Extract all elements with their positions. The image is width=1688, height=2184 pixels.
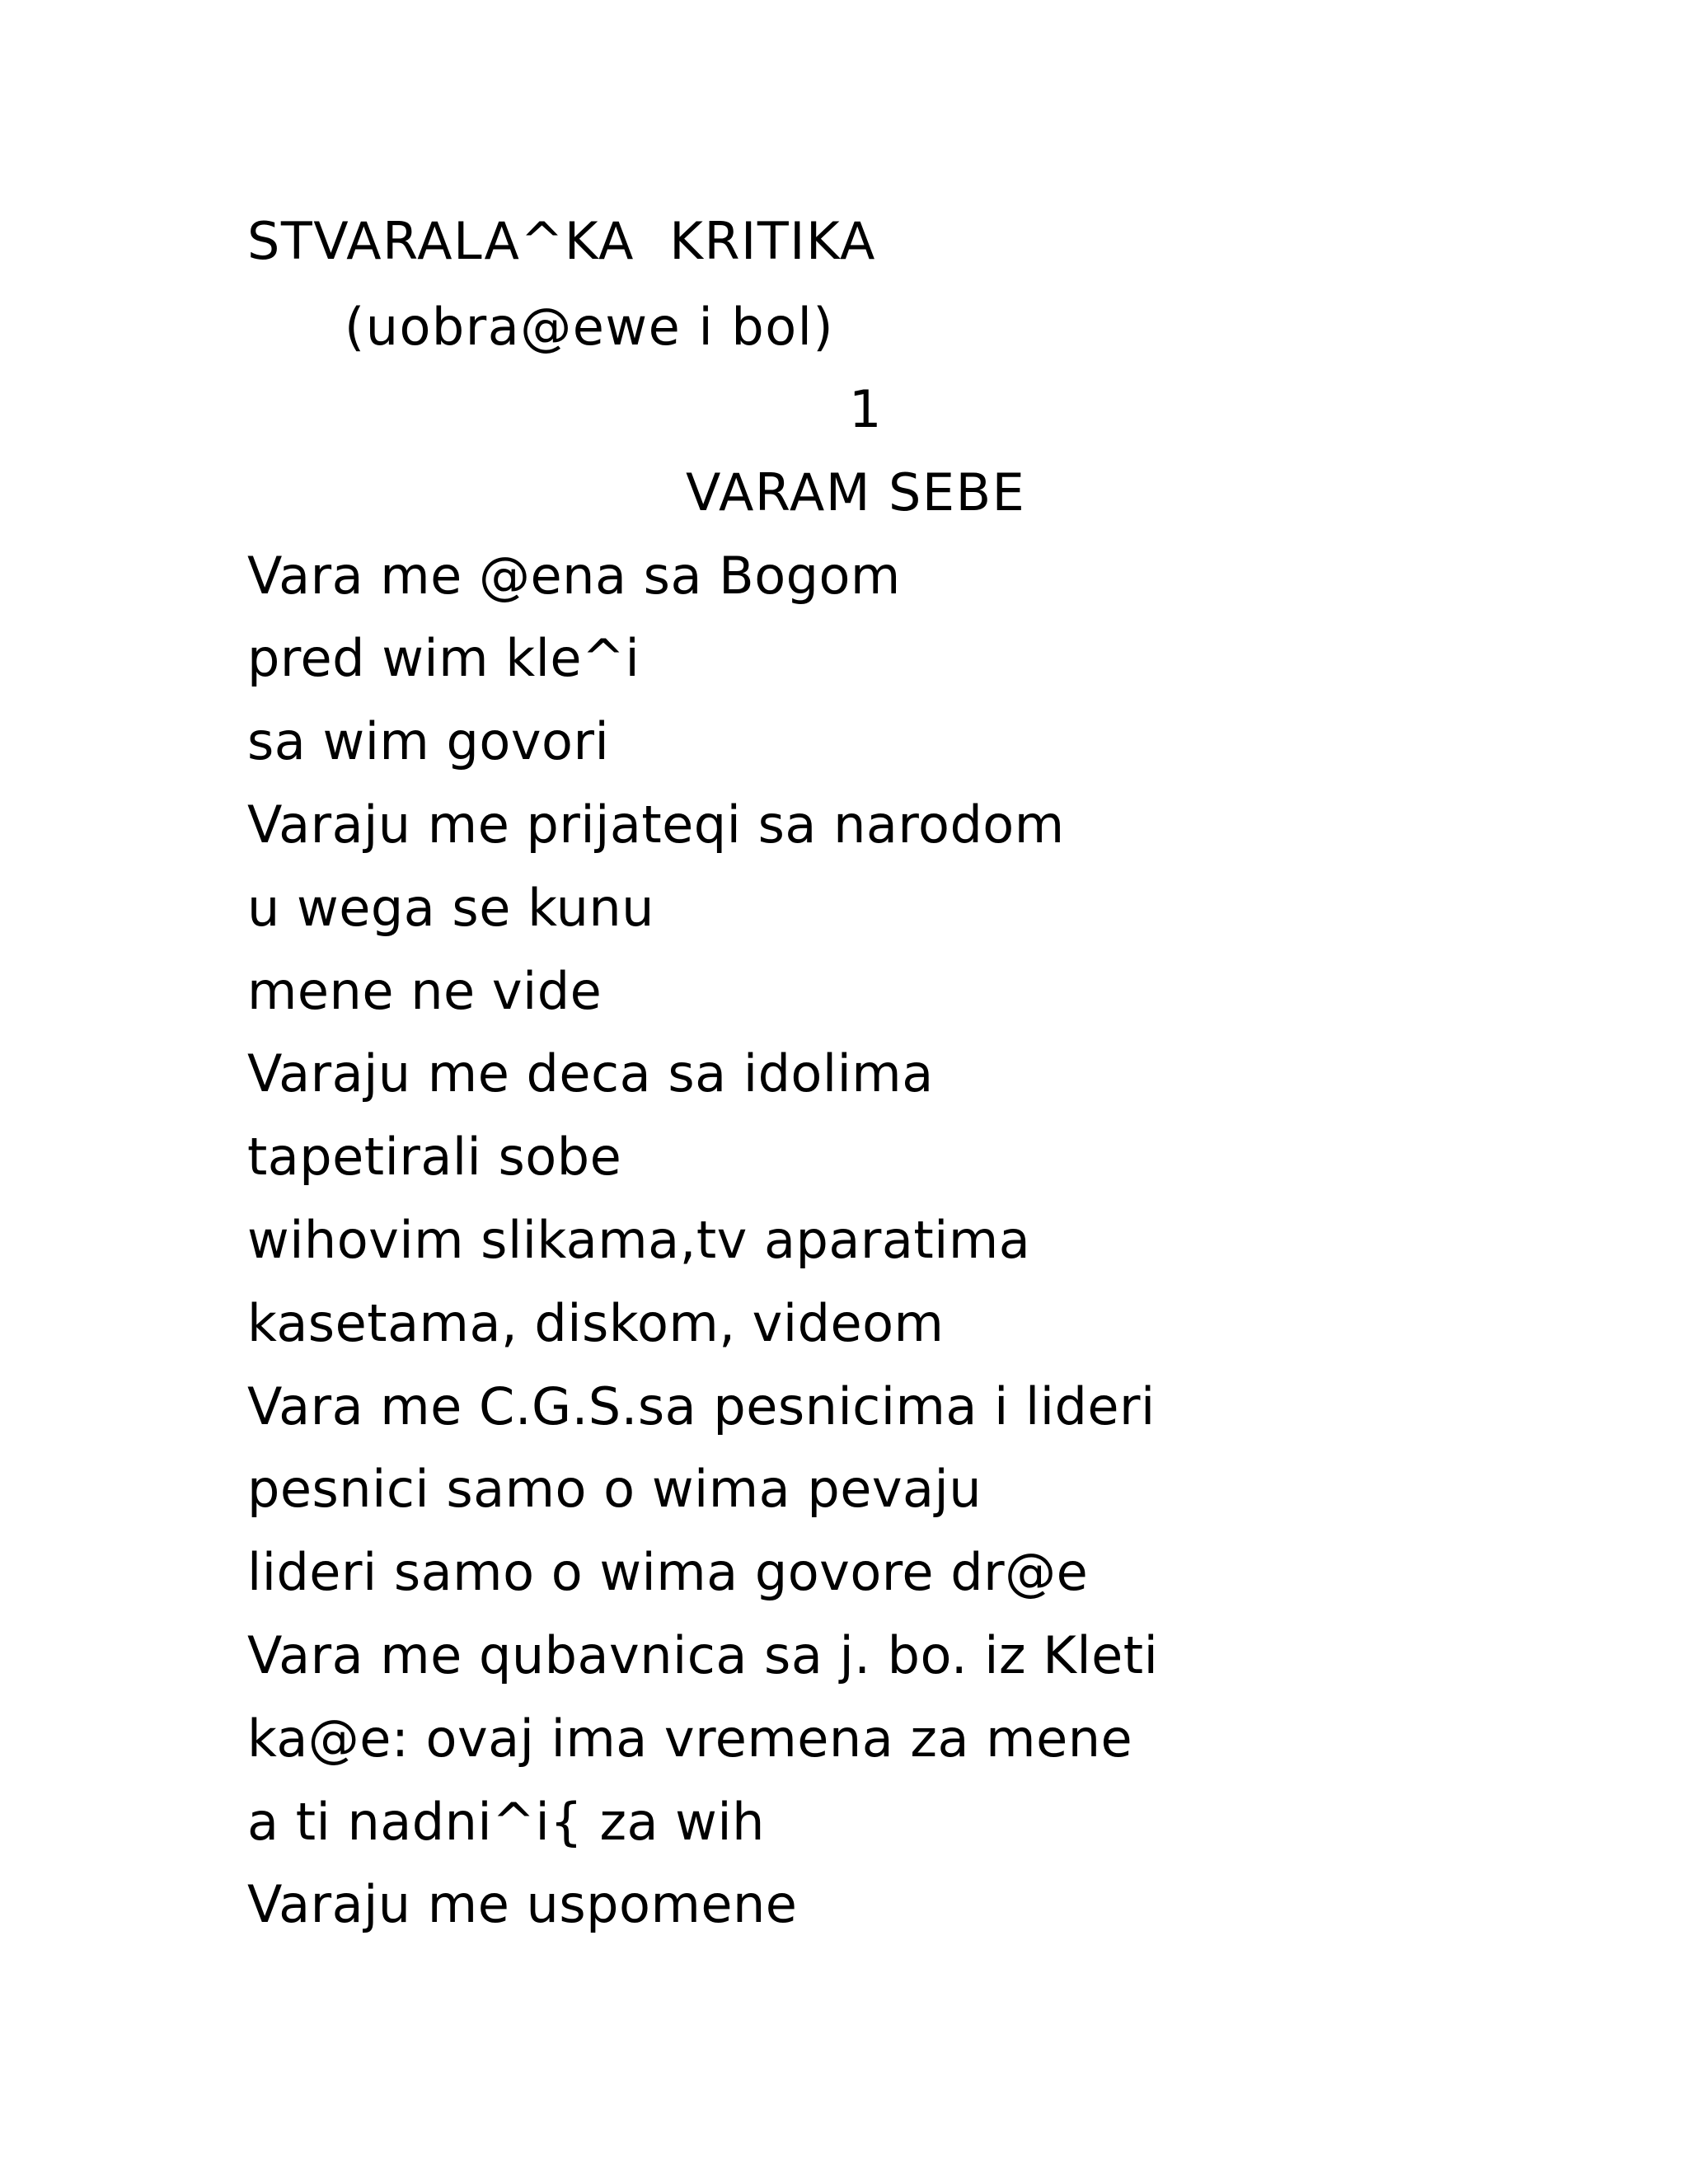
poem-line: kasetama, diskom, videom xyxy=(247,1293,945,1353)
poem-line: mene ne vide xyxy=(247,961,603,1021)
poem-line: Vara me C.G.S.sa pesnicima i lideri xyxy=(247,1376,1156,1436)
poem-line: tapetirali sobe xyxy=(247,1127,622,1187)
poem-line: Varaju me prijateqi sa narodom xyxy=(247,794,1065,855)
poem-line: ka@e: ovaj ima vremena za mene xyxy=(247,1708,1133,1769)
poem-line: sa wim govori xyxy=(247,711,610,771)
poem-line: Vara me qubavnica sa j. bo. iz Kleti xyxy=(247,1625,1159,1685)
poem-title: VARAM SEBE xyxy=(686,462,1026,523)
poem-line: pred wim kle^i xyxy=(247,628,640,688)
poem-line: Varaju me uspomene xyxy=(247,1874,798,1934)
poem-line: Varaju me deca sa idolima xyxy=(247,1043,934,1104)
poem-line: Vara me @ena sa Bogom xyxy=(247,546,901,606)
poem-line: pesnici samo o wima pevaju xyxy=(247,1459,982,1519)
document-title: STVARALA^KA KRITIKA xyxy=(247,211,876,271)
document-subtitle: (uobra@ewe i bol) xyxy=(345,297,835,357)
poem-line: wihovim slikama,tv aparatima xyxy=(247,1210,1031,1270)
section-number: 1 xyxy=(849,379,883,439)
poem-line: u wega se kunu xyxy=(247,878,654,938)
poem-line: lideri samo o wima govore dr@e xyxy=(247,1542,1089,1602)
poem-line: a ti nadni^i{ za wih xyxy=(247,1792,765,1852)
